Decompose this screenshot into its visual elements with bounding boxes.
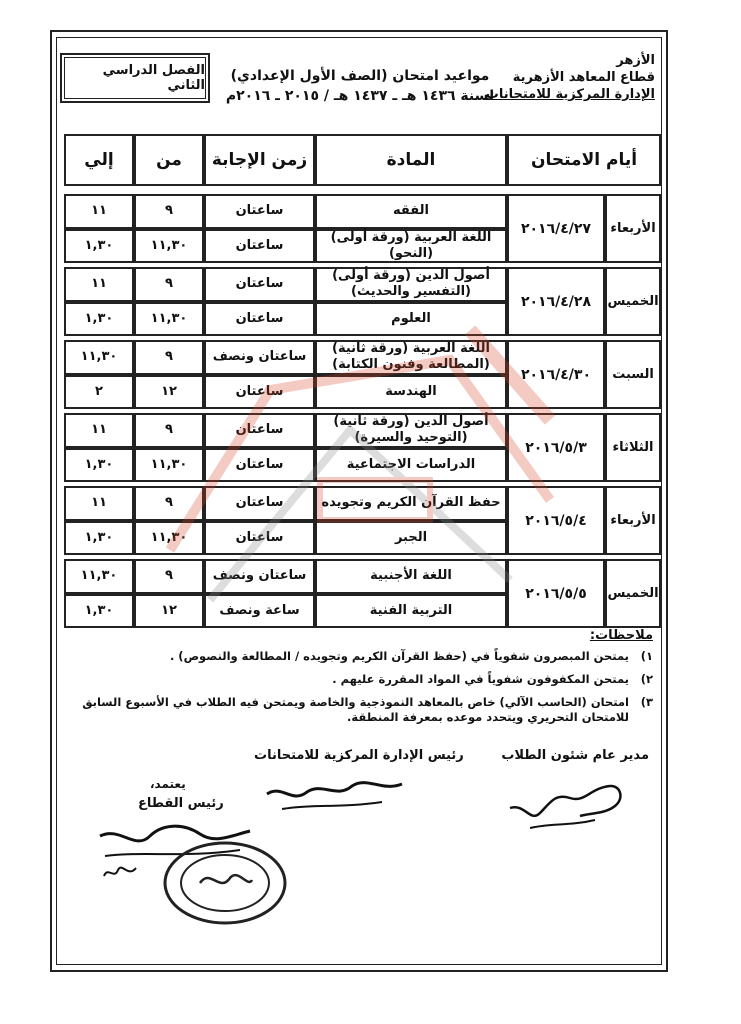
title-line-2: لسنة ١٤٣٦ هـ ـ ١٤٣٧ هـ / ٢٠١٥ ـ ٢٠١٦م: [225, 88, 495, 104]
exam-subject: أصول الدين (ورقة أولى) (التفسير والحديث): [315, 267, 507, 302]
exam-date: ٢٠١٦/٥/٤: [507, 486, 605, 555]
exam-schedule-table: [64, 134, 661, 618]
sector-head-title: رئيس القطاع: [138, 796, 224, 811]
title-line-1: مواعيد امتحان (الصف الأول الإعدادي): [230, 68, 490, 84]
exam-day: الخميس: [605, 267, 661, 336]
exam-duration: ساعتان: [204, 413, 315, 448]
exam-date: ٢٠١٦/٤/٢٨: [507, 267, 605, 336]
exam-duration: ساعتان: [204, 375, 315, 410]
exam-start-time: ١١,٣٠: [134, 448, 204, 483]
exam-start-time: ١١,٣٠: [134, 521, 204, 556]
exam-subject: اللغة العربية (ورقة ثانية) (المطالعة وفنون الكتابة): [315, 340, 507, 375]
issuer-line-2: قطاع المعاهد الأزهرية: [512, 70, 655, 85]
exam-duration: ساعة ونصف: [204, 594, 315, 629]
exam-duration: ساعتان: [204, 448, 315, 483]
term-label: الفصل الدراسي الثاني: [64, 57, 206, 99]
exam-subject: الجبر: [315, 521, 507, 556]
exam-end-time: ١,٣٠: [64, 448, 134, 483]
exam-day: الثلاثاء: [605, 413, 661, 482]
exam-start-time: ٩: [134, 267, 204, 302]
note-item: [73, 672, 653, 687]
exam-start-time: ٩: [134, 340, 204, 375]
col-header-days: أيام الامتحان: [507, 134, 661, 186]
exam-end-time: ١١: [64, 194, 134, 229]
col-header-subject: المادة: [315, 134, 507, 186]
exam-end-time: ١,٣٠: [64, 521, 134, 556]
exam-start-time: ٩: [134, 486, 204, 521]
exam-duration: ساعتان: [204, 486, 315, 521]
exam-subject: أصول الدين (ورقة ثانية) (التوحيد والسيرة): [315, 413, 507, 448]
official-stamp: [160, 838, 290, 928]
exam-duration: ساعتان: [204, 229, 315, 264]
note-number: ٣): [640, 695, 653, 709]
handwritten-date: [100, 858, 140, 886]
exam-end-time: ١,٣٠: [64, 302, 134, 337]
exam-subject: اللغة الأجنبية: [315, 559, 507, 594]
exam-date: ٢٠١٦/٤/٢٧: [507, 194, 605, 263]
exam-subject: الهندسة: [315, 375, 507, 410]
exam-end-time: ١,٣٠: [64, 594, 134, 629]
exam-date: ٢٠١٦/٥/٣: [507, 413, 605, 482]
issuer-line-1: الأزهر: [616, 53, 655, 68]
exam-start-time: ٩: [134, 559, 204, 594]
exam-start-time: ٩: [134, 194, 204, 229]
exam-day: الأربعاء: [605, 486, 661, 555]
exam-duration: ساعتان: [204, 194, 315, 229]
exam-end-time: ١,٣٠: [64, 229, 134, 264]
exam-start-time: ١٢: [134, 594, 204, 629]
col-header-to: إلي: [64, 134, 134, 186]
exam-date: ٢٠١٦/٤/٣٠: [507, 340, 605, 409]
note-text: يمتحن المبصرون شفوياً في (حفظ القرآن الكريم وتجويده / المطالعة والنصوص) .: [169, 649, 629, 663]
note-text: يمتحن المكفوفون شفوياً في المواد المقررة عليهم .: [332, 672, 629, 686]
exam-end-time: ١١: [64, 413, 134, 448]
issuer-line-3: الإدارة المركزية للامتحانات: [485, 87, 655, 102]
exam-duration: ساعتان: [204, 521, 315, 556]
exam-day: الخميس: [605, 559, 661, 628]
note-number: ٢): [640, 672, 653, 686]
student-affairs-signature: [500, 768, 640, 838]
exams-head-title: رئيس الإدارة المركزية للامتحانات: [254, 748, 464, 763]
exam-end-time: ٢: [64, 375, 134, 410]
exam-duration: ساعتان ونصف: [204, 340, 315, 375]
col-header-from: من: [134, 134, 204, 186]
exam-start-time: ١١,٣٠: [134, 229, 204, 264]
exam-subject: العلوم: [315, 302, 507, 337]
exam-start-time: ١٢: [134, 375, 204, 410]
exam-duration: ساعتان: [204, 302, 315, 337]
exam-end-time: ١١,٣٠: [64, 340, 134, 375]
exam-end-time: ١١: [64, 486, 134, 521]
notes-title: ملاحظات:: [589, 628, 653, 643]
note-item: [73, 695, 653, 725]
exam-subject: الدراسات الاجتماعية: [315, 448, 507, 483]
notes-section: [73, 628, 653, 733]
exam-subject: حفظ القرآن الكريم وتجويده: [315, 486, 507, 521]
exam-start-time: ١١,٣٠: [134, 302, 204, 337]
note-text: امتحان (الحاسب الآلي) خاص بالمعاهد النموذجية والخاصة ويمتحن فيه الطلاب في الأسبوع السابق للامتحان التحريري ويتحدد موعده بمعرفة المنطقة.: [82, 695, 629, 724]
student-affairs-title: مدير عام شئون الطلاب: [501, 748, 649, 763]
exam-duration: ساعتان ونصف: [204, 559, 315, 594]
exam-duration: ساعتان: [204, 267, 315, 302]
note-number: ١): [640, 649, 653, 663]
col-header-duration: زمن الإجابة: [204, 134, 315, 186]
exam-end-time: ١١: [64, 267, 134, 302]
exam-start-time: ٩: [134, 413, 204, 448]
exam-date: ٢٠١٦/٥/٥: [507, 559, 605, 628]
document-title: [200, 66, 520, 106]
exam-day: الأربعاء: [605, 194, 661, 263]
exam-day: السبت: [605, 340, 661, 409]
exam-subject: التربية الفنية: [315, 594, 507, 629]
approved-label: يعتمد،: [150, 777, 186, 791]
exam-subject: اللغة العربية (ورقة أولى) (النحو): [315, 229, 507, 264]
note-item: [73, 649, 653, 664]
exam-end-time: ١١,٣٠: [64, 559, 134, 594]
term-box: [60, 53, 210, 103]
exams-head-signature: [262, 764, 412, 824]
exam-subject: الفقه: [315, 194, 507, 229]
